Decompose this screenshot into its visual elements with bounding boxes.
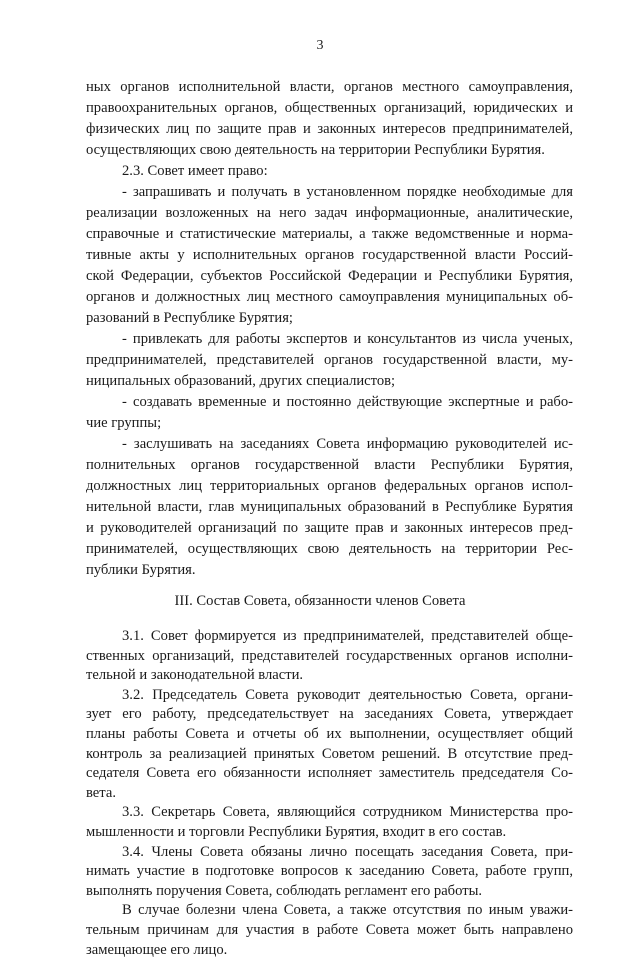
text-line: нимать участие в подготовке вопросов к заседанию Совета, работе групп, [86, 863, 573, 880]
text-line: 3.4. Члены Совета обязаны лично посещать заседания Совета, при- [122, 843, 573, 860]
page-number: 3 [316, 38, 324, 53]
text-line: зует его работу, председательствует на заседаниях Совета, утверждает [86, 706, 573, 723]
text-line: ственных организаций, представителей государственных органов исполни- [86, 647, 573, 664]
text-line: выполнять поручения Совета, соблюдать регламент его работы. [86, 882, 483, 899]
section-title: III. Состав Совета, обязанности членов Совета [174, 593, 466, 609]
text-line: мышленности и торговли Республики Бурятия, входит в его состав. [86, 824, 507, 840]
text-line: - привлекать для работы экспертов и консультантов из числа ученых, [122, 331, 573, 347]
text-line: тельной и законодательной власти. [86, 667, 304, 684]
text-line: тивные акты у исполнительных органов государственной власти Россий- [86, 247, 573, 263]
text-line: 3.1. Совет формируется из предпринимателей, представителей обще- [122, 628, 573, 644]
text-line: физических лиц по защите прав и законных интересов предпринимателей, [86, 121, 573, 137]
text-line: вета. [86, 784, 116, 801]
text-line: предпринимателей, представителей органов государственной власти, му- [86, 352, 573, 368]
text-line: 2.3. Совет имеет право: [122, 163, 268, 179]
text-line: чие группы; [86, 415, 162, 431]
text-line: справочные и статистические материалы, а также ведомственные и норма- [86, 226, 573, 242]
text-line: реализации возложенных на него задач информационные, аналитические, [86, 205, 573, 221]
text-line: ской Федерации, субъектов Российской Федерации и Республики Бурятия, [86, 268, 573, 284]
text-line: нительной власти, глав муниципальных образований в Республике Бурятия [86, 499, 573, 515]
text-line: ниципальных образований, других специалистов; [86, 373, 396, 389]
text-line: 3.3. Секретарь Совета, являющийся сотрудником Министерства про- [122, 804, 573, 821]
text-line: контроль за реализацией принятых Советом решений. В отсутствие пред- [86, 745, 573, 762]
text-line: публики Бурятия. [86, 562, 196, 578]
text-line: В случае болезни члена Совета, а также отсутствия по иным уважи- [122, 902, 573, 919]
text-line: должностных лиц территориальных органов федеральных органов испол- [86, 478, 573, 494]
text-line: и руководителей организаций по защите прав и законных интересов пред- [86, 520, 573, 536]
text-line: - заслушивать на заседаниях Совета информацию руководителей ис- [122, 436, 573, 452]
text-line: - запрашивать и получать в установленном порядке необходимые для [122, 184, 573, 200]
text-line: разований в Республике Бурятия; [86, 310, 293, 326]
text-line: - создавать временные и постоянно действующие экспертные и рабо- [122, 394, 573, 410]
text-line: ных органов исполнительной власти, органов местного самоуправления, [86, 79, 573, 95]
text-line: тельным причинам для участия в работе Совета может быть направлено [86, 922, 573, 938]
text-line: 3.2. Председатель Совета руководит деятельностью Совета, органи- [122, 686, 573, 703]
text-line: замещающее его лицо. [86, 941, 228, 958]
text-line: осуществляющих свою деятельность на территории Республики Бурятия. [86, 142, 545, 158]
text-line: органов и должностных лиц местного самоуправления муниципальных об- [86, 289, 573, 305]
text-line: правоохранительных органов, общественных организаций, юридических и [86, 100, 573, 116]
text-line: принимателей, осуществляющих свою деятельность на территории Рес- [86, 541, 573, 557]
text-line: полнительных органов государственной власти Республики Бурятия, [86, 457, 573, 473]
text-line: седателя Совета его обязанности исполняет заместитель председателя Со- [86, 765, 573, 782]
text-line: планы работы Совета и отчеты об их выполнении, осуществляет общий [86, 726, 573, 742]
